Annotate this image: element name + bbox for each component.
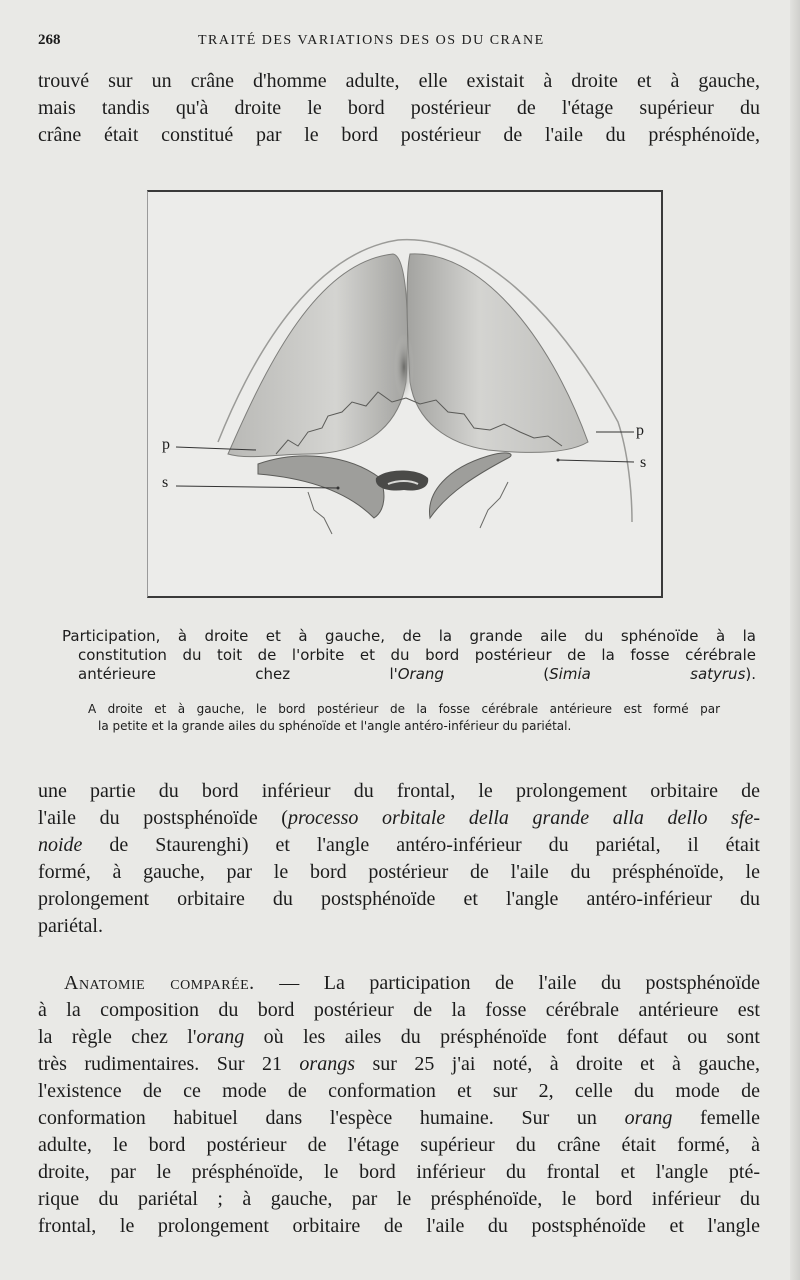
- figure-subcaption: [88, 701, 720, 735]
- header-title: TRAITÉ DES VARIATIONS DES OS DU CRANE: [198, 33, 545, 48]
- text-line: trouvé sur un crâne d'homme adulte, elle existait à droite et à gauche,: [38, 70, 760, 92]
- text-line: crâne était constitué par le bord postérieur de l'aile du présphénoïde,: [38, 124, 760, 146]
- subcaption-line: A droite et à gauche, le bord postérieur de la fosse cérébrale antérieure est formé par: [88, 702, 720, 716]
- right-lesser-wing: [430, 453, 512, 518]
- figure-caption: [62, 627, 756, 684]
- text-line: adulte, le bord postérieur de l'étage supérieur du crâne était formé, à: [38, 1134, 760, 1156]
- text-line: l'aile du postsphénoïde (processo orbitale della grande alla dello sfe-: [38, 807, 761, 829]
- running-head: [38, 32, 760, 52]
- text-line: droite, par le présphénoïde, le bord inférieur du frontal et l'angle pté-: [38, 1161, 760, 1183]
- text-line: frontal, le prolongement orbitaire de l'aile du postsphénoïde et l'angle: [38, 1215, 760, 1237]
- text-line: très rudimentaires. Sur 21 orangs sur 25 j'ai noté, à droite et à gauche,: [38, 1053, 760, 1075]
- skull-base-illustration: [148, 192, 662, 596]
- label-s-right: s: [640, 454, 647, 471]
- right-orbital-plate: [407, 254, 588, 453]
- caption-line: Participation, à droite et à gauche, de la grande aile du sphénoïde à la: [62, 627, 756, 645]
- paragraph-bottom: [38, 970, 760, 1240]
- paragraph-middle: [38, 778, 760, 940]
- text-line: Anatomie comparée. — La participation de l'aile du postsphénoïde: [64, 972, 760, 994]
- page-number: 268: [38, 32, 61, 48]
- text-line: formé, à gauche, par le bord postérieur de l'aile du présphénoïde, le: [38, 861, 760, 883]
- text-line: rique du pariétal ; à gauche, par le présphénoïde, le bord inférieur du: [38, 1188, 760, 1210]
- text-line: l'existence de ce mode de conformation et sur 2, celle du mode de: [38, 1080, 760, 1102]
- crista-galli: [394, 333, 414, 401]
- left-orbital-plate: [228, 254, 407, 457]
- caption-line: antérieure chez l'Orang (Simia satyrus).: [78, 665, 757, 683]
- text-line: prolongement orbitaire du postsphénoïde et l'angle antéro-inférieur du: [38, 888, 760, 910]
- text-line: pariétal.: [38, 915, 103, 937]
- anatomical-figure: [147, 190, 663, 598]
- section-heading: Anatomie comparée.: [64, 972, 255, 994]
- text-line: une partie du bord inférieur du frontal, le prolongement orbitaire de: [38, 780, 760, 802]
- subcaption-line: la petite et la grande ailes du sphénoïde et l'angle antéro-inférieur du pariétal.: [98, 719, 572, 733]
- text-line: à la composition du bord postérieur de la fosse cérébrale antérieure est: [38, 999, 760, 1021]
- label-p-right: p: [636, 422, 644, 439]
- label-p-left: p: [162, 436, 170, 453]
- text-line: conformation habituel dans l'espèce humaine. Sur un orang femelle: [38, 1107, 760, 1129]
- paragraph-top: [38, 68, 760, 149]
- text-line: mais tandis qu'à droite le bord postérieur de l'étage supérieur du: [38, 97, 760, 119]
- label-s-left: s: [162, 474, 169, 491]
- text-line: la règle chez l'orang où les ailes du présphénoïde font défaut ou sont: [38, 1026, 760, 1048]
- text-line: noide de Staurenghi) et l'angle antéro-inférieur du pariétal, il était: [38, 834, 760, 856]
- caption-line: constitution du toit de l'orbite et du bord postérieur de la fosse cérébrale: [78, 646, 756, 664]
- page-edge: [790, 0, 800, 1280]
